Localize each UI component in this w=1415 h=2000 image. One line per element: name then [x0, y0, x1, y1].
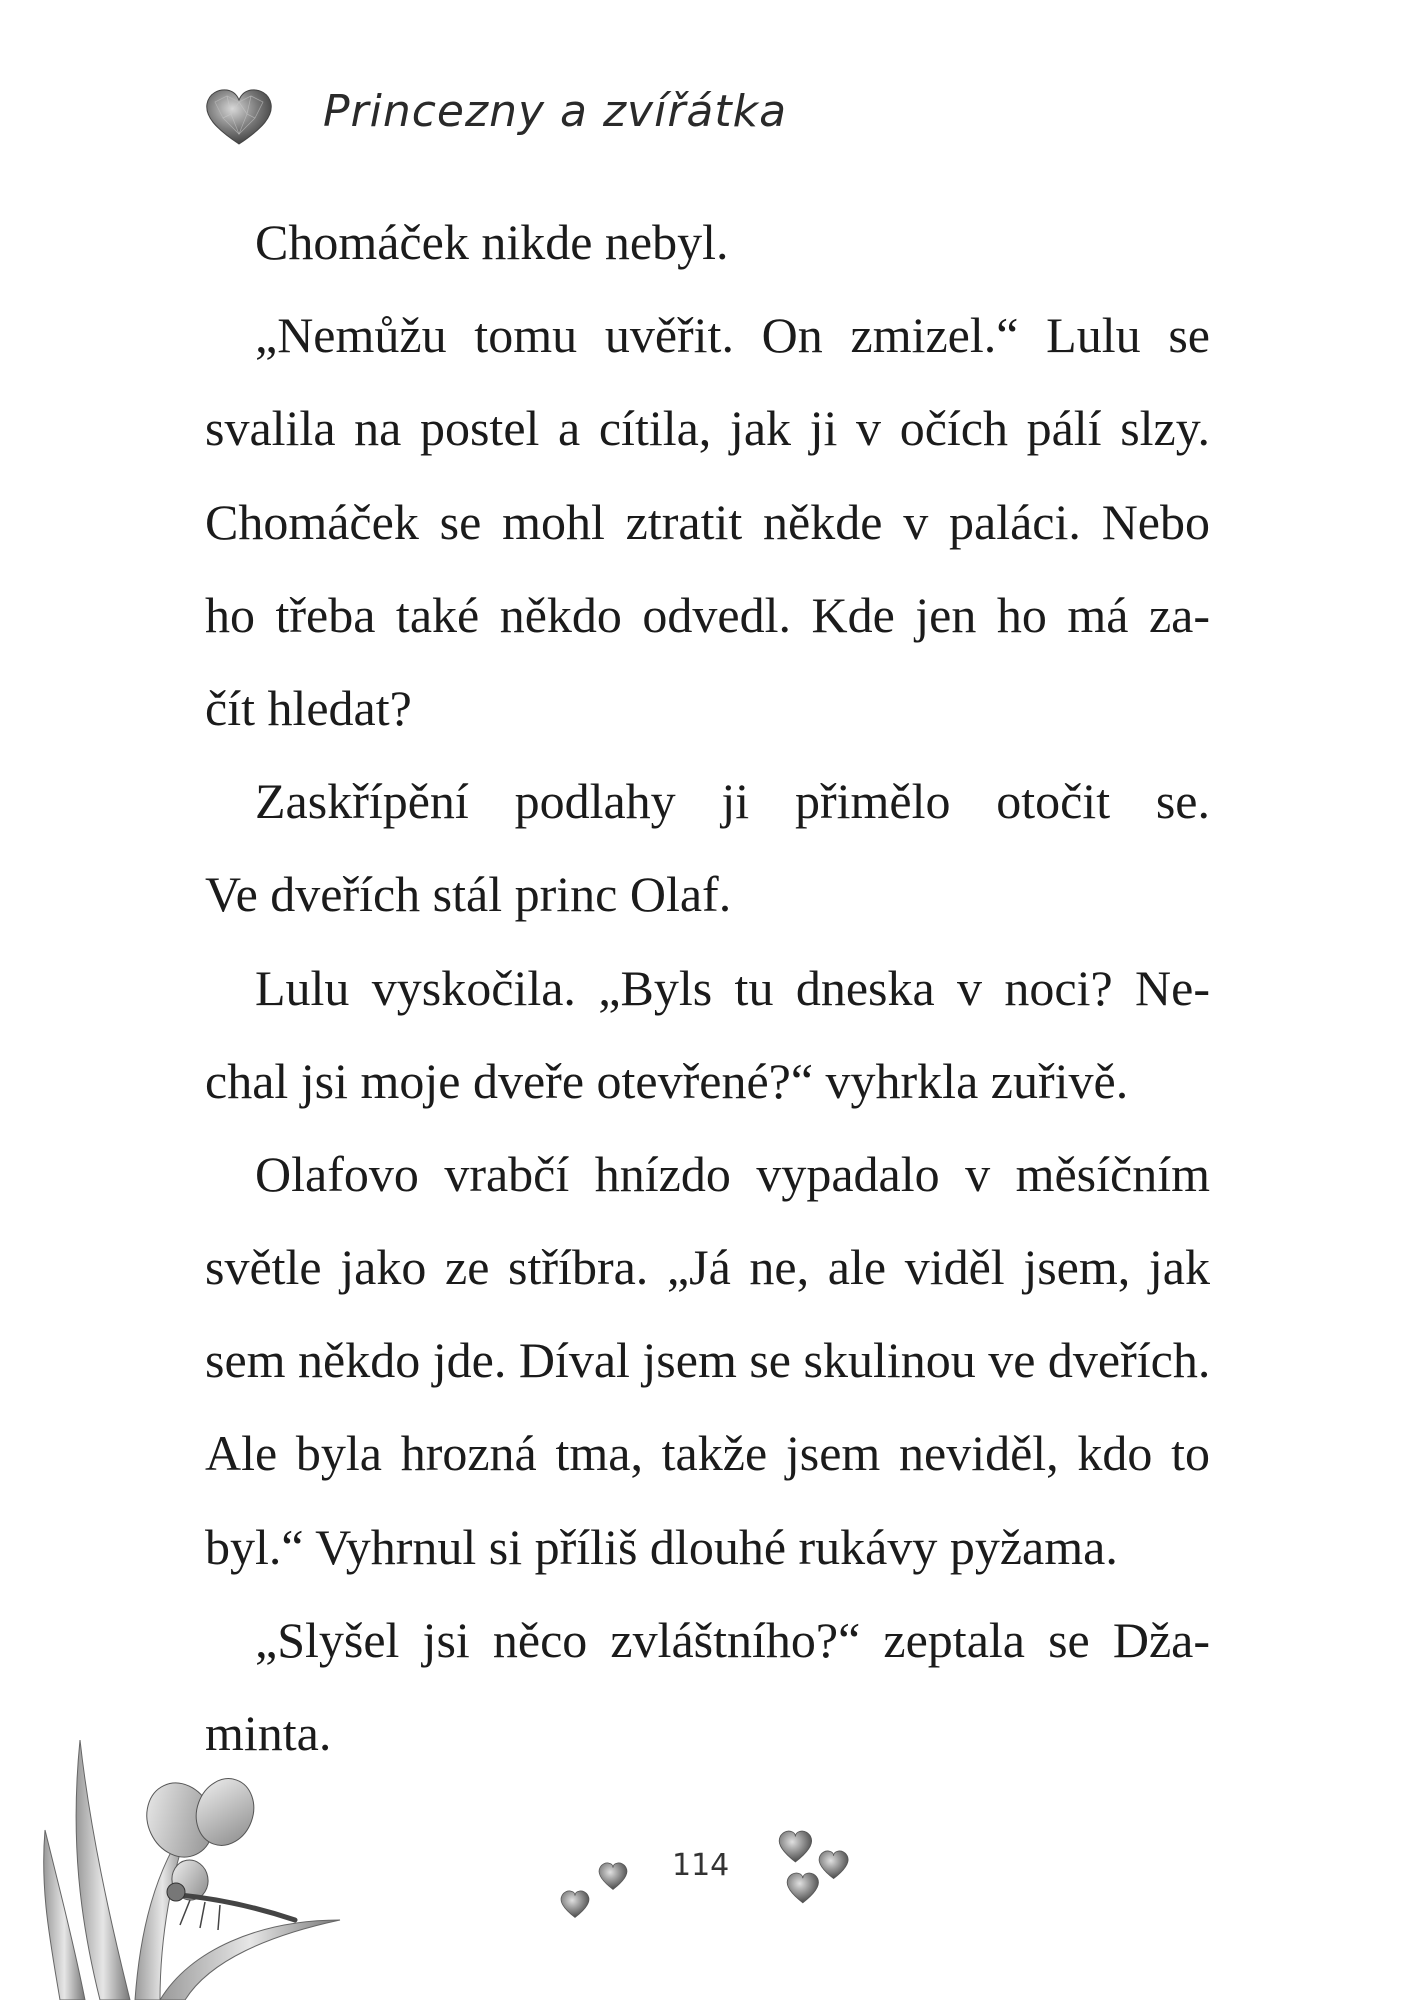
text-line: chal jsi moje dveře otevřené?“ vyhrkla zuřivě. [205, 1052, 1129, 1109]
text-line: Ve dveřích stál princ Olaf. [205, 866, 732, 923]
heart-icon [205, 88, 273, 146]
text-line: minta. [205, 1705, 332, 1761]
text-line: ho třeba také někdo odvedl. Kde jen ho má za- [205, 586, 1210, 643]
text-line: Lulu vyskočila. „Byls tu dneska v noci? Ne- [255, 959, 1210, 1016]
small-hearts-icon [560, 1820, 860, 1970]
grass-plant-icon [40, 1720, 360, 2000]
text-line: svalila na postel a cítila, jak ji v očích pálí slzy. [205, 400, 1210, 457]
text-line: Chomáček se mohl ztratit někde v paláci. Nebo [205, 493, 1210, 550]
text-line: „Slyšel jsi něco zvláštního?“ zeptala se Dža- [255, 1611, 1210, 1668]
text-line: sem někdo jde. Díval jsem se skulinou ve dveřích. [205, 1332, 1211, 1389]
text-line: Ale byla hrozná tma, takže jsem neviděl, kdo to [205, 1425, 1210, 1482]
text-line: byl.“ Vyhrnul si příliš dlouhé rukávy pyžama. [205, 1518, 1118, 1575]
text-line: Olafovo vrabčí hnízdo vypadalo v měsíčním [255, 1145, 1210, 1202]
page-body-text [205, 196, 1210, 1780]
text-line: Chomáček nikde nebyl. [255, 214, 729, 270]
text-line: čít hledat? [205, 679, 412, 736]
running-header [205, 82, 1005, 152]
text-line: světle jako ze stříbra. „Já ne, ale viděl jsem, jak [205, 1239, 1210, 1296]
text-line: „Nemůžu tomu uvěřit. On zmizel.“ Lulu se [255, 307, 1210, 364]
text-line: Zaskřípění podlahy ji přimělo otočit se. [255, 773, 1210, 830]
book-title: Princezny a zvířátka [323, 86, 788, 137]
page-number: 114 [672, 1848, 730, 1883]
